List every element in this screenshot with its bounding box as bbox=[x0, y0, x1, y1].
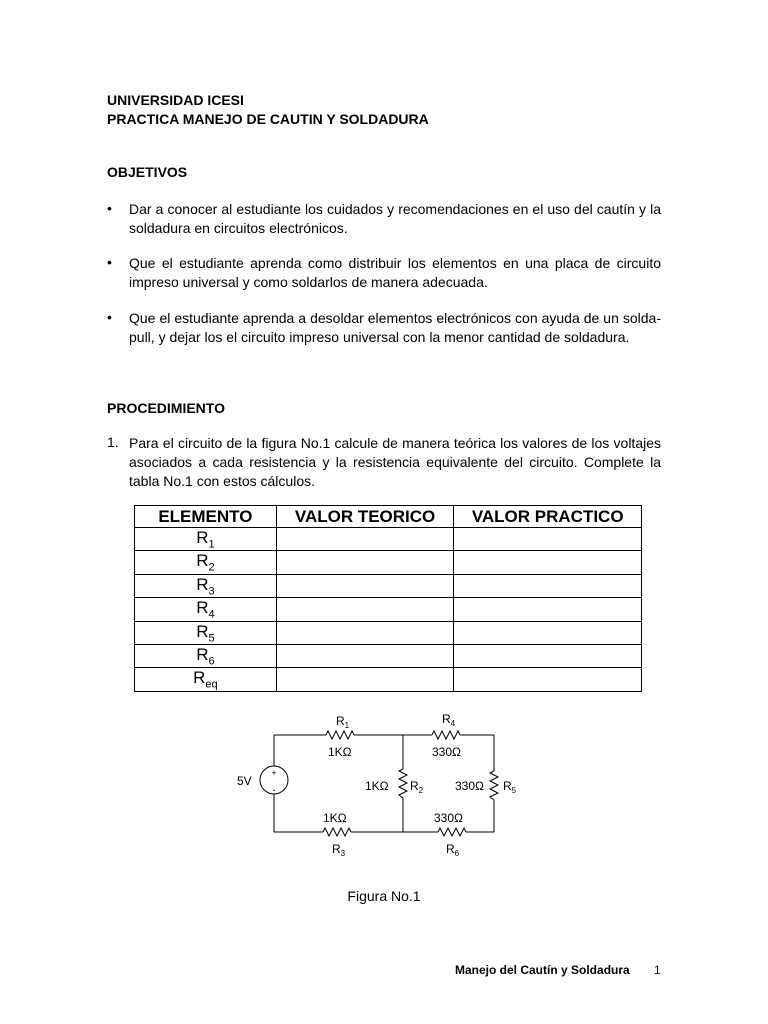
r2-value: 1KΩ bbox=[365, 779, 389, 793]
element-cell: $R_3$ bbox=[135, 574, 277, 597]
r5-name: $R_5$ bbox=[503, 779, 517, 795]
objective-item-3: Que el estudiante aprenda a desoldar elementos electrónicos con ayuda de un solda-pull, y dejar los el circuito impreso universal con la menor cantidad de soldadura. bbox=[129, 310, 661, 345]
procedimiento-heading: PROCEDIMIENTO bbox=[107, 400, 225, 416]
element-cell: $R_4$ bbox=[135, 598, 277, 621]
source-voltage-label: 5V bbox=[237, 774, 252, 788]
r4-name: $R_4$ bbox=[442, 712, 456, 728]
figure-caption: Figura No.1 bbox=[347, 888, 421, 904]
r3-value: 1KΩ bbox=[323, 811, 347, 825]
r6-name: $R_6$ bbox=[446, 842, 460, 858]
element-cell: $R_2$ bbox=[135, 551, 277, 574]
header-valor-teorico: VALOR TEORICO bbox=[276, 506, 454, 528]
step-1-text: Para el circuito de la figura No.1 calcule de manera teórica los valores de los voltajes asociados a cada resistencia y la resistencia equivalente del circuito. Complete la tabla No.1 con estos cálculos. bbox=[129, 435, 661, 489]
element-cell: $R_6$ bbox=[135, 644, 277, 667]
r1-name: $R_1$ bbox=[336, 714, 350, 730]
r4-value: 330Ω bbox=[432, 745, 461, 759]
header-elemento: ELEMENTO bbox=[135, 506, 277, 528]
r1-value: 1KΩ bbox=[328, 745, 352, 759]
page-number: 1 bbox=[654, 963, 661, 977]
element-cell: $R_1$ bbox=[135, 528, 277, 551]
step-number: 1. bbox=[107, 434, 119, 450]
bullet-3: • bbox=[107, 309, 112, 325]
r5-value: 330Ω bbox=[455, 779, 484, 793]
university-title: UNIVERSIDAD ICESI bbox=[107, 92, 244, 108]
r2-name: $R_2$ bbox=[410, 779, 424, 795]
objective-item-2: Que el estudiante aprenda como distribuir los elementos en una placa de circuito impreso universal y como soldarlos de manera adecuada. bbox=[129, 255, 661, 290]
bullet-1: • bbox=[107, 200, 112, 216]
source-plus: + bbox=[271, 768, 277, 778]
r6-value: 330Ω bbox=[434, 811, 463, 825]
resistor-r4-symbol bbox=[432, 731, 460, 739]
footer-title: Manejo del Cautín y Soldadura bbox=[455, 963, 630, 977]
resistor-r3-symbol bbox=[323, 828, 351, 836]
element-cell: $R_{eq}$ bbox=[135, 668, 277, 691]
element-cell: $R_5$ bbox=[135, 621, 277, 644]
resistor-r2-symbol bbox=[399, 769, 407, 798]
objective-item-1: Dar a conocer al estudiante los cuidados y recomendaciones en el uso del cautín y la soldadura en circuitos electrónicos. bbox=[129, 201, 661, 236]
resistor-r6-symbol bbox=[438, 828, 466, 836]
objetivos-heading: OBJETIVOS bbox=[107, 164, 188, 180]
resistor-r1-symbol bbox=[326, 731, 354, 739]
source-minus: - bbox=[272, 785, 276, 795]
practice-title: PRACTICA MANEJO DE CAUTIN Y SOLDADURA bbox=[107, 111, 429, 127]
r3-name: $R_3$ bbox=[332, 842, 346, 858]
header-valor-practico: VALOR PRACTICO bbox=[454, 506, 642, 528]
bullet-2: • bbox=[107, 254, 112, 270]
resistor-r5-symbol bbox=[490, 771, 498, 800]
